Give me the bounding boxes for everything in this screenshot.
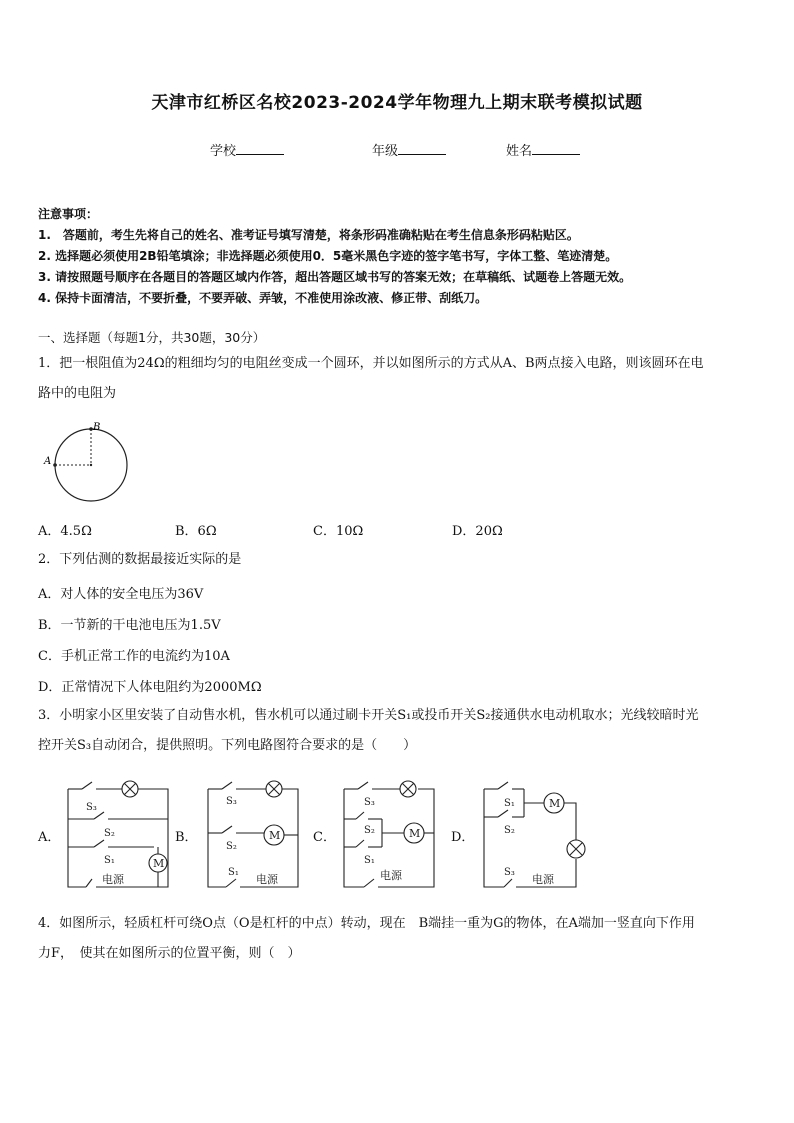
switch-label: S₂	[364, 825, 375, 836]
note-item: 2. 选择题必须使用2B铅笔填涂；非选择题必须使用0．5毫米黑色字迹的签字笔书写，字体工整、笔迹清楚。	[38, 249, 618, 263]
switch-label: S₃	[86, 802, 97, 813]
point-b-label: B	[93, 422, 101, 433]
motor-label: M	[409, 827, 421, 840]
switch-label: S₁	[228, 867, 239, 878]
ring-diagram	[36, 418, 136, 508]
switch-label: S₃	[226, 796, 237, 807]
switch-label: S₁	[104, 855, 115, 866]
exam-title: 天津市红桥区名校2023-2024学年物理九上期末联考模拟试题	[151, 93, 643, 113]
point-a-label: A	[44, 456, 52, 467]
switch-label: S₂	[104, 828, 115, 839]
question-4-line2: 力F， 使其在如图所示的位置平衡，则（ ）	[38, 946, 301, 961]
question-4-line1: 4．如图所示，轻质杠杆可绕O点（O是杠杆的中点）转动，现在 B端挂一重为G的物体，在A端加一竖直向下作用	[38, 916, 695, 931]
source-label: 电源	[102, 873, 124, 886]
question-1-line2: 路中的电阻为	[38, 386, 117, 401]
circuit-diagram-a	[62, 775, 174, 893]
note-item: 1. 答题前，考生先将自己的姓名、准考证号填写清楚，将条形码准确粘贴在考生信息条形码粘贴区。	[38, 228, 579, 242]
q3-option-c[interactable]: C．	[313, 830, 336, 845]
section-heading: 一、选择题（每题1分，共30题，30分）	[38, 330, 266, 345]
switch-label: S₃	[504, 867, 515, 878]
motor-label: M	[153, 857, 165, 870]
q1-option-a[interactable]: A．4.5Ω	[38, 524, 92, 539]
q2-option-d[interactable]: D．正常情况下人体电阻约为2000MΩ	[38, 680, 262, 695]
school-field	[210, 140, 284, 159]
name-field	[506, 140, 580, 159]
q3-option-d[interactable]: D．	[451, 830, 475, 845]
question-2-stem: 2．下列估测的数据最接近实际的是	[38, 552, 242, 567]
source-label: 电源	[532, 873, 554, 886]
note-item: 4. 保持卡面清洁，不要折叠，不要弄破、弄皱，不准使用涂改液、修正带、刮纸刀。	[38, 291, 488, 305]
note-item: 3. 请按照题号顺序在各题目的答题区域内作答，超出答题区域书写的答案无效；在草稿纸、试题卷上答题无效。	[38, 270, 632, 284]
question-1-line1: 1．把一根阻值为24Ω的粗细均匀的电阻丝变成一个圆环，并以如图所示的方式从A、B两点接入电路，则该圆环在电	[38, 356, 704, 371]
switch-label: S₁	[364, 855, 375, 866]
question-3-line1: 3．小明家小区里安装了自动售水机，售水机可以通过刷卡开关S₁或投币开关S₂接通供水电动机取水；光线较暗时光	[38, 708, 699, 723]
q2-option-c[interactable]: C．手机正常工作的电流约为10A	[38, 649, 230, 664]
q2-option-a[interactable]: A．对人体的安全电压为36V	[38, 587, 204, 602]
school-label: 学校	[210, 144, 237, 159]
motor-label: M	[269, 829, 281, 842]
q1-option-c[interactable]: C．10Ω	[313, 524, 364, 539]
circuit-diagram-d	[476, 775, 588, 893]
switch-label: S₃	[364, 797, 375, 808]
question-3-line2: 控开关S₃自动闭合，提供照明。下列电路图符合要求的是（ ）	[38, 738, 417, 753]
q3-option-a[interactable]: A．	[38, 830, 61, 845]
notes-block	[38, 204, 631, 309]
grade-label: 年级	[372, 144, 399, 159]
motor-label: M	[549, 797, 561, 810]
q2-option-b[interactable]: B．一节新的干电池电压为1.5V	[38, 618, 221, 633]
switch-label: S₂	[504, 825, 515, 836]
notes-heading: 注意事项：	[38, 207, 99, 221]
source-label: 电源	[256, 873, 278, 886]
switch-label: S₁	[504, 798, 515, 809]
source-label: 电源	[380, 869, 402, 882]
q3-option-b[interactable]: B．	[175, 830, 198, 845]
circuit-diagram-c	[336, 775, 448, 893]
q1-option-b[interactable]: B．6Ω	[175, 524, 217, 539]
name-label: 姓名	[506, 144, 533, 159]
switch-label: S₂	[226, 841, 237, 852]
q1-option-d[interactable]: D．20Ω	[452, 524, 503, 539]
circuit-diagram-b	[200, 775, 310, 893]
grade-field	[372, 140, 446, 159]
